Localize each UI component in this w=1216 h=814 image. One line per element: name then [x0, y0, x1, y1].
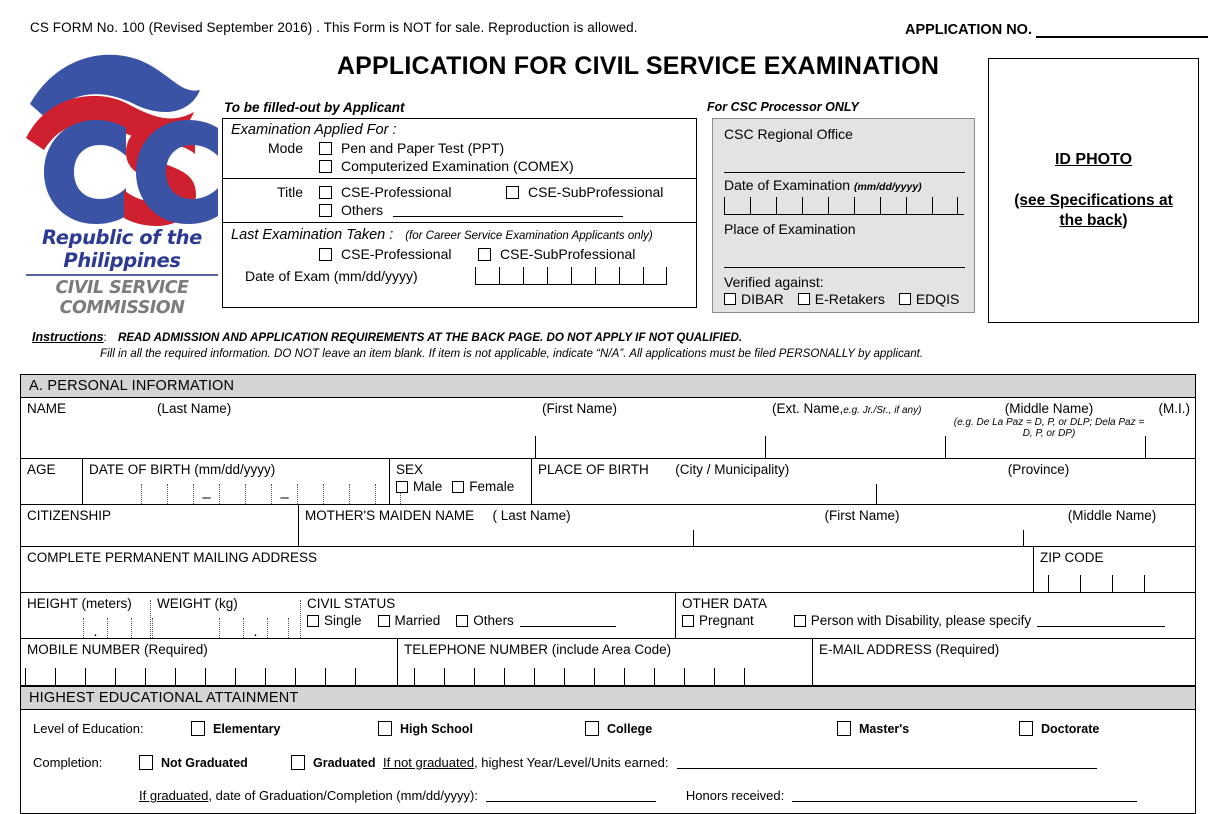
mother-last-name-label: ( Last Name) — [492, 508, 571, 523]
mother-maiden-last-cell[interactable] — [299, 505, 694, 546]
checkbox-edqis-icon[interactable] — [899, 293, 911, 305]
sex-label: SEX — [396, 462, 424, 477]
id-photo-title: ID PHOTO — [1054, 151, 1133, 169]
mother-first-name-cell[interactable] — [694, 505, 1024, 546]
honors-received-blank[interactable] — [792, 789, 1137, 802]
place-of-birth-label: PLACE OF BIRTH — [538, 462, 649, 477]
applicant-section-caption: To be filled-out by Applicant — [224, 100, 405, 115]
civil-status-married-label: Married — [394, 613, 441, 628]
mode-option-ppt[interactable] — [231, 140, 690, 156]
processor-date-row — [724, 177, 965, 193]
place-of-exam-blank[interactable] — [724, 253, 965, 268]
telephone-number-label: TELEPHONE NUMBER (include Area Code) — [404, 642, 672, 657]
height-decimal-point: . — [93, 623, 98, 640]
instructions-label: Instructions — [32, 330, 104, 344]
level-college-label: College — [607, 721, 653, 736]
mode-option-comex[interactable] — [231, 158, 690, 174]
page-title: APPLICATION FOR CIVIL SERVICE EXAMINATION — [336, 52, 940, 80]
age-cell[interactable] — [21, 459, 83, 504]
zip-code-label: ZIP CODE — [1040, 550, 1104, 565]
mother-middle-name-cell[interactable] — [1024, 505, 1194, 546]
checkbox-married-icon[interactable] — [378, 615, 390, 627]
exam-applied-for-label: Examination Applied For : — [231, 122, 397, 138]
date-of-exam-comb[interactable] — [475, 267, 667, 285]
processor-date-format: (mm/dd/yyyy) — [853, 181, 922, 193]
mother-first-name-label: (First Name) — [824, 508, 900, 523]
last-exam-professional-label: CSE-Professional — [341, 246, 452, 262]
height-cell[interactable] — [21, 593, 151, 638]
csc-logo-divider — [26, 274, 218, 276]
civil-status-cell[interactable] — [301, 593, 676, 638]
checkbox-last-exam-subprofessional-icon[interactable] — [478, 248, 491, 261]
date-of-birth-label: DATE OF BIRTH (mm/dd/yyyy) — [89, 462, 276, 477]
checkbox-pregnant-icon[interactable] — [682, 615, 694, 627]
checkbox-high-school-icon[interactable] — [378, 721, 392, 736]
email-address-label: E-MAIL ADDRESS (Required) — [819, 642, 1000, 657]
if-graduated-rest: , date of Graduation/Completion (mm/dd/yyyy): — [208, 788, 478, 803]
zip-code-comb[interactable] — [1048, 575, 1176, 592]
citizenship-cell[interactable] — [21, 505, 299, 546]
sex-male-label: Male — [413, 479, 443, 494]
checkbox-comex-icon[interactable] — [319, 160, 332, 173]
regional-office-blank[interactable] — [724, 158, 965, 173]
ext-name-label: (Ext. Name, — [772, 401, 844, 416]
ext-name-note: e.g. Jr./Sr., if any) — [843, 405, 922, 416]
csc-processor-box — [712, 118, 975, 313]
title-option-professional[interactable] — [231, 184, 690, 200]
checkbox-male-icon[interactable] — [396, 481, 408, 493]
title-others-blank[interactable] — [393, 204, 623, 217]
name-label: NAME — [27, 401, 67, 416]
processor-section-caption: For CSC Processor ONLY — [707, 100, 859, 114]
dob-dash-2: – — [280, 489, 289, 506]
civil-status-label: CIVIL STATUS — [307, 596, 396, 611]
age-label: AGE — [27, 462, 56, 477]
date-of-birth-comb[interactable] — [141, 484, 401, 504]
checkbox-graduated-icon[interactable] — [291, 755, 305, 770]
place-of-birth-province-cell[interactable] — [877, 459, 1194, 504]
application-no-label: APPLICATION NO. — [904, 22, 1032, 38]
checkbox-ppt-icon[interactable] — [319, 142, 332, 155]
level-masters-label: Master's — [859, 721, 910, 736]
ext-name-cell[interactable] — [766, 398, 946, 458]
level-doctorate-label: Doctorate — [1041, 721, 1100, 736]
last-exam-label: Last Examination Taken : — [231, 227, 394, 243]
level-elementary-label: Elementary — [213, 721, 281, 736]
sex-cell[interactable] — [390, 459, 532, 504]
csc-logo-mark — [22, 42, 218, 232]
level-of-education-label: Level of Education: — [33, 721, 144, 736]
weight-cell[interactable] — [151, 593, 301, 638]
instructions-line1: READ ADMISSION AND APPLICATION REQUIREMENTS AT THE BACK PAGE. DO NOT APPLY IF NOT QUALIFIED. — [117, 331, 743, 344]
last-name-cell[interactable] — [151, 398, 536, 458]
weight-comb[interactable] — [219, 618, 289, 638]
first-name-cell[interactable] — [536, 398, 766, 458]
personal-information-sheet — [20, 374, 1196, 814]
mobile-number-cell[interactable] — [21, 639, 398, 685]
section-header-education: HIGHEST EDUCATIONAL ATTAINMENT — [21, 686, 1195, 710]
honors-received-label: Honors received: — [685, 788, 785, 803]
date-of-exam-label: Date of Exam (mm/dd/yyyy) — [245, 268, 418, 284]
if-not-graduated-rest: , highest Year/Level/Units earned: — [474, 755, 669, 770]
section-header-personal-information: A. PERSONAL INFORMATION — [21, 375, 1195, 398]
checkbox-title-others-icon[interactable] — [319, 204, 332, 217]
verified-against-label: Verified against: — [724, 274, 824, 290]
civil-status-options-row[interactable] — [307, 613, 675, 628]
checkbox-elementary-icon[interactable] — [191, 721, 205, 736]
exam-mode-segment — [223, 119, 696, 178]
mode-label: Mode — [267, 140, 303, 156]
csc-logo — [22, 42, 222, 318]
checkbox-not-graduated-icon[interactable] — [139, 755, 153, 770]
instructions-colon: : — [103, 332, 107, 344]
mother-maiden-name-label: MOTHER'S MAIDEN NAME — [305, 508, 475, 523]
title-label: Title — [277, 184, 303, 200]
if-graduated-label: If graduated — [139, 788, 209, 803]
id-photo-box — [988, 58, 1199, 323]
checkbox-dibar-icon[interactable] — [724, 293, 736, 305]
height-label: HEIGHT (meters) — [27, 596, 132, 611]
mobile-number-label: MOBILE NUMBER (Required) — [27, 642, 208, 657]
other-data-options-row[interactable] — [682, 613, 1194, 628]
civil-status-others-label: Others — [473, 613, 514, 628]
graduation-date-row[interactable] — [21, 778, 1195, 813]
highest-year-level-units-blank[interactable] — [677, 756, 1097, 769]
date-of-birth-cell[interactable] — [83, 459, 390, 504]
mailing-address-cell[interactable] — [21, 547, 1034, 592]
graduated-label: Graduated — [313, 755, 376, 770]
exam-title-segment — [223, 178, 696, 222]
instructions-line1-row — [32, 330, 1192, 344]
mode-option-comex-label: Computerized Examination (COMEX) — [341, 158, 574, 174]
email-address-cell[interactable] — [813, 639, 1194, 685]
mailing-address-row[interactable] — [21, 547, 1195, 593]
checkbox-eretakers-icon[interactable] — [798, 293, 810, 305]
name-label-cell — [21, 398, 151, 458]
last-exam-note: (for Career Service Examination Applicants only) — [405, 230, 653, 242]
mode-option-ppt-label: Pen and Paper Test (PPT) — [341, 140, 505, 156]
middle-name-note: (e.g. De La Paz = D, P, or DLP; Dela Paz = D, P, or DP) — [953, 417, 1145, 439]
middle-initial-label: (M.I.) — [1158, 401, 1190, 416]
mobile-number-comb[interactable] — [25, 668, 385, 685]
place-of-birth-city-label: (City / Municipality) — [675, 462, 790, 477]
application-no-blank[interactable] — [1036, 23, 1208, 38]
zip-code-cell[interactable] — [1034, 547, 1194, 592]
civil-status-single-label: Single — [324, 613, 362, 628]
id-photo-subtitle: (see Specifications at the back) — [1014, 192, 1173, 229]
other-data-label: OTHER DATA — [682, 596, 768, 611]
first-name-label: (First Name) — [542, 401, 617, 416]
height-comb[interactable] — [83, 618, 153, 638]
mother-middle-name-label: (Middle Name) — [1067, 508, 1157, 523]
last-exam-subprofessional-label: CSE-SubProfessional — [500, 246, 636, 262]
not-graduated-label: Not Graduated — [161, 755, 248, 770]
checkbox-title-subprofessional-icon[interactable] — [506, 186, 519, 199]
form-meta-text: CS FORM No. 100 (Revised September 2016) . This Form is NOT for sale. Reproduction is allowed. — [30, 20, 638, 35]
contact-row[interactable] — [21, 639, 1195, 686]
graduation-date-blank[interactable] — [486, 789, 656, 802]
checkbox-college-icon[interactable] — [585, 721, 599, 736]
title-option-professional-label: CSE-Professional — [341, 184, 452, 200]
regional-office-label: CSC Regional Office — [724, 126, 853, 142]
csc-logo-line2: CIVIL SERVICE COMMISSION — [55, 278, 189, 318]
checkbox-title-professional-icon[interactable] — [319, 186, 332, 199]
examination-applied-box — [222, 118, 697, 308]
if-not-graduated-label: If not graduated — [383, 755, 475, 770]
mailing-address-label: COMPLETE PERMANENT MAILING ADDRESS — [27, 550, 318, 565]
verified-eretakers-label: E-Retakers — [814, 291, 885, 307]
dob-dash-1: – — [202, 489, 211, 506]
other-data-cell[interactable] — [676, 593, 1194, 638]
place-of-birth-province-label: (Province) — [1007, 462, 1070, 477]
middle-initial-cell[interactable] — [1146, 398, 1194, 458]
citizenship-row[interactable] — [21, 505, 1195, 547]
weight-decimal-point: . — [253, 623, 258, 640]
verified-edqis-label: EDQIS — [915, 291, 960, 307]
last-exam-segment — [223, 222, 696, 289]
date-of-exam-row[interactable] — [231, 267, 690, 285]
citizenship-label: CITIZENSHIP — [27, 508, 112, 523]
education-level-row[interactable] — [21, 710, 1195, 747]
checkbox-doctorate-icon[interactable] — [1019, 721, 1033, 736]
checkbox-last-exam-professional-icon[interactable] — [319, 248, 332, 261]
civil-status-others-blank[interactable] — [520, 614, 616, 627]
completion-label: Completion: — [33, 755, 103, 770]
telephone-number-cell[interactable] — [398, 639, 813, 685]
sex-options-row[interactable] — [396, 479, 531, 494]
middle-name-cell[interactable] — [946, 398, 1146, 458]
completion-row[interactable] — [21, 747, 1195, 778]
checkbox-female-icon[interactable] — [452, 481, 464, 493]
checkbox-pwd-icon[interactable] — [794, 615, 806, 627]
middle-name-label: (Middle Name) — [1004, 401, 1094, 416]
csc-logo-line1: Republic of the Philippines — [42, 226, 202, 272]
age-dob-sex-pob-row[interactable] — [21, 459, 1195, 505]
place-of-exam-label: Place of Examination — [724, 221, 856, 237]
instructions-block — [32, 330, 1192, 360]
last-exam-header — [231, 226, 690, 243]
level-high-school-label: High School — [400, 721, 473, 736]
instructions-line2: Fill in all the required information. DO NOT leave an item blank. If item is not applicable, indicate “N/A”. All applications must be filed PERSONALLY by applicant. — [100, 347, 924, 360]
verified-options-row[interactable] — [724, 291, 965, 307]
weight-label: WEIGHT (kg) — [157, 596, 238, 611]
title-option-others[interactable] — [231, 202, 690, 218]
pwd-label: Person with Disability, please specify — [810, 613, 1032, 628]
name-row[interactable] — [21, 398, 1195, 459]
body-civilstatus-row[interactable] — [21, 593, 1195, 639]
checkbox-masters-icon[interactable] — [837, 721, 851, 736]
sex-female-label: Female — [469, 479, 515, 494]
telephone-number-comb[interactable] — [414, 668, 774, 685]
verified-dibar-label: DIBAR — [741, 291, 784, 307]
checkbox-single-icon[interactable] — [307, 615, 319, 627]
pwd-specify-blank[interactable] — [1037, 614, 1165, 627]
title-option-others-label: Others — [341, 202, 384, 218]
last-exam-options-row[interactable] — [231, 246, 690, 262]
csc-logo-svg — [22, 42, 218, 232]
place-of-birth-city-cell[interactable] — [532, 459, 877, 504]
last-name-label: (Last Name) — [157, 401, 232, 416]
title-option-subprofessional-label: CSE-SubProfessional — [528, 184, 664, 200]
processor-date-comb[interactable] — [724, 197, 964, 215]
pregnant-label: Pregnant — [699, 613, 754, 628]
processor-date-label: Date of Examination — [724, 177, 851, 193]
application-no-field[interactable] — [905, 22, 1208, 38]
checkbox-civil-others-icon[interactable] — [456, 615, 468, 627]
